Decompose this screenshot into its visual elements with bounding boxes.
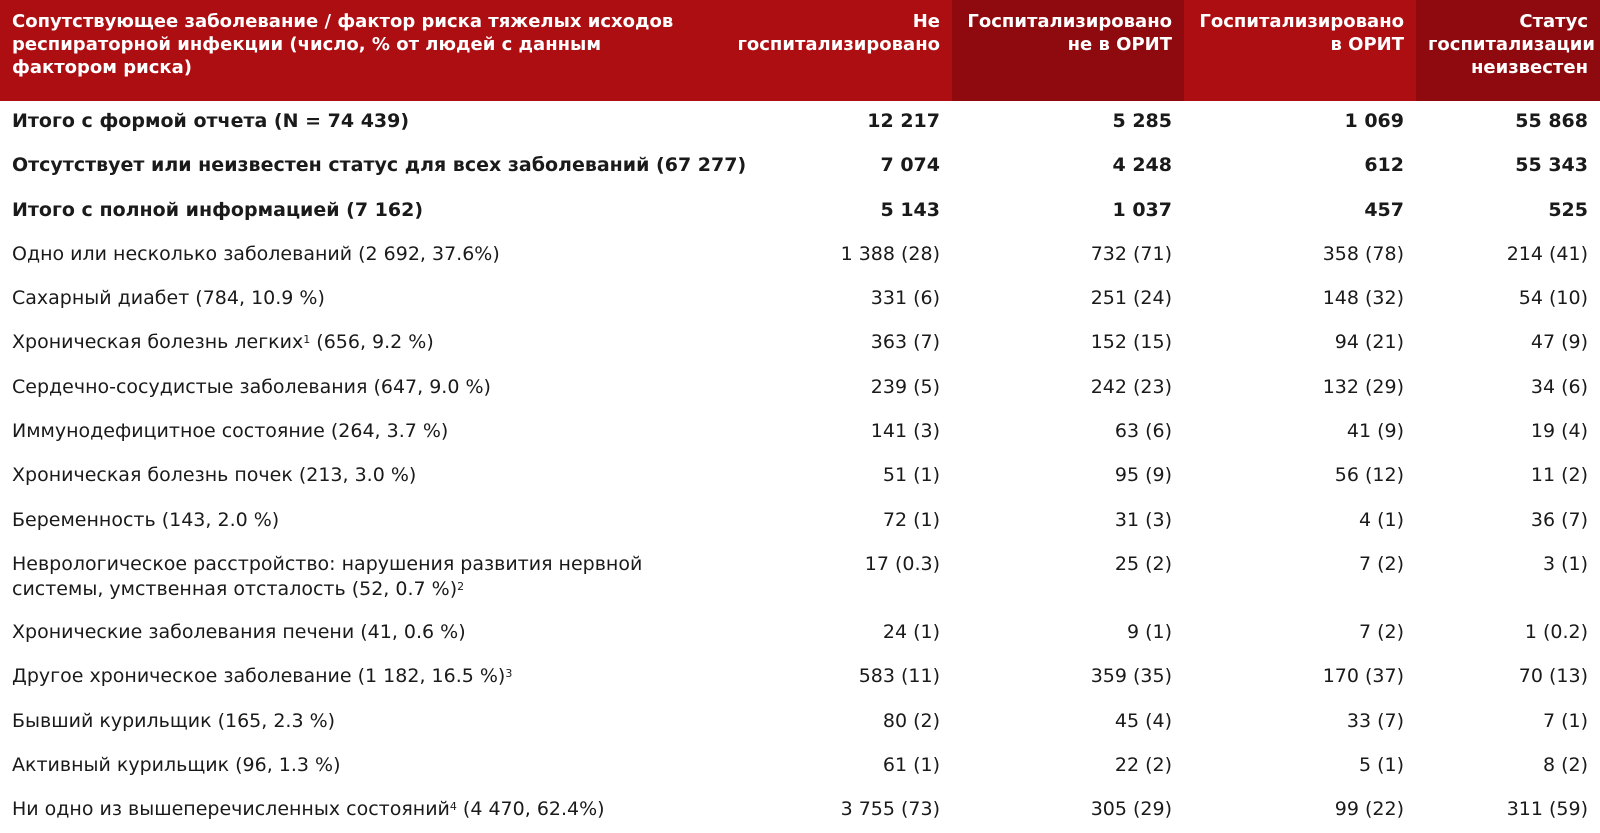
cell-hospitalized-non-icu: 25 (2) (1114, 552, 1172, 575)
header-hospitalized-non-icu: Госпитализировано не в ОРИТ (952, 0, 1184, 101)
cell-not-hospitalized: 51 (1) (882, 464, 940, 487)
cell-not-hospitalized: 363 (7) (870, 331, 940, 354)
cell-hospitalized-non-icu: 732 (71) (1090, 242, 1172, 265)
table-row (0, 455, 1600, 499)
cell-hospitalized-non-icu: 359 (35) (1090, 665, 1172, 688)
cell-status-unknown: 311 (59) (1506, 798, 1588, 821)
cell-hospitalized-icu: 612 (1364, 154, 1404, 177)
header-row (0, 0, 1600, 101)
cell-hospitalized-icu: 5 (1) (1358, 753, 1404, 776)
cell-status-unknown: 34 (6) (1530, 375, 1588, 398)
cell-not-hospitalized: 3 755 (73) (840, 798, 940, 821)
cell-hospitalized-non-icu: 305 (29) (1090, 798, 1172, 821)
cell-hospitalized-non-icu: 242 (23) (1090, 375, 1172, 398)
header-risk-factor: Сопутствующее заболевание / фактор риска тяжелых исходов респираторной инфекции (число, % от людей с данным фактором риска) (0, 0, 698, 101)
cell-not-hospitalized: 331 (6) (870, 287, 940, 310)
table-header (0, 0, 1600, 101)
cell-not-hospitalized: 72 (1) (882, 508, 940, 531)
cell-hospitalized-non-icu: 45 (4) (1114, 709, 1172, 732)
table-row (0, 145, 1600, 189)
cell-not-hospitalized: 5 143 (880, 198, 940, 221)
row-label: Другое хроническое заболевание (1 182, 16.5 %)$^3$ (12, 665, 513, 688)
row-label: Одно или несколько заболеваний (2 692, 37.6%) (12, 242, 500, 265)
table-row (0, 411, 1600, 455)
row-label: Хроническая болезнь легких$^1$ (656, 9.2 %) (12, 331, 434, 354)
cell-hospitalized-icu: 457 (1364, 198, 1404, 221)
cell-hospitalized-icu: 4 (1) (1358, 508, 1404, 531)
cell-not-hospitalized: 583 (11) (858, 665, 940, 688)
row-label: Сахарный диабет (784, 10.9 %) (12, 287, 325, 310)
cell-hospitalized-icu: 56 (12) (1334, 464, 1404, 487)
footnote-marker: 4 (449, 800, 457, 814)
cell-status-unknown: 7 (1) (1542, 709, 1588, 732)
row-label: Итого с формой отчета (N = 74 439) (12, 110, 410, 132)
cell-status-unknown: 55 868 (1515, 110, 1588, 132)
cell-not-hospitalized: 12 217 (867, 110, 940, 132)
table-row (0, 278, 1600, 322)
header-status-unknown: Статус госпитализации неизвестен (1416, 0, 1600, 101)
footnote-marker: 3 (505, 667, 513, 681)
cell-status-unknown: 11 (2) (1530, 464, 1588, 487)
cell-hospitalized-non-icu: 1 037 (1112, 198, 1172, 221)
table-row (0, 190, 1600, 234)
cell-hospitalized-non-icu: 95 (9) (1114, 464, 1172, 487)
cell-not-hospitalized: 1 388 (28) (840, 242, 940, 265)
table-row (0, 701, 1600, 745)
cell-hospitalized-icu: 148 (32) (1322, 287, 1404, 310)
cell-not-hospitalized: 17 (0.3) (864, 552, 940, 575)
cell-hospitalized-icu: 41 (9) (1346, 420, 1404, 443)
row-label: Итого с полной информацией (7 162) (12, 198, 424, 221)
row-label: Беременность (143, 2.0 %) (12, 508, 280, 531)
table-row (0, 234, 1600, 278)
row-label: Иммунодефицитное состояние (264, 3.7 %) (12, 420, 449, 443)
cell-status-unknown: 47 (9) (1530, 331, 1588, 354)
cell-status-unknown: 19 (4) (1530, 420, 1588, 443)
cell-status-unknown: 36 (7) (1530, 508, 1588, 531)
row-label: Бывший курильщик (165, 2.3 %) (12, 709, 336, 732)
cell-hospitalized-non-icu: 251 (24) (1090, 287, 1172, 310)
cell-not-hospitalized: 24 (1) (882, 620, 940, 643)
table-row (0, 500, 1600, 544)
cell-hospitalized-icu: 99 (22) (1334, 798, 1404, 821)
cell-status-unknown: 1 (0.2) (1524, 620, 1588, 643)
cell-hospitalized-icu: 7 (2) (1358, 620, 1404, 643)
table-row (0, 656, 1600, 700)
cell-status-unknown: 3 (1) (1542, 552, 1588, 575)
cell-hospitalized-non-icu: 9 (1) (1126, 620, 1172, 643)
cell-hospitalized-non-icu: 4 248 (1112, 154, 1172, 177)
table-row (0, 612, 1600, 656)
cell-not-hospitalized: 7 074 (880, 154, 940, 177)
cell-status-unknown: 214 (41) (1506, 242, 1588, 265)
cell-not-hospitalized: 141 (3) (870, 420, 940, 443)
header-not-hospitalized: Не госпитализировано (698, 0, 952, 101)
cell-hospitalized-icu: 132 (29) (1322, 375, 1404, 398)
table-body (0, 101, 1600, 833)
cell-status-unknown: 8 (2) (1542, 753, 1588, 776)
cell-hospitalized-icu: 33 (7) (1346, 709, 1404, 732)
row-label: Сердечно-сосудистые заболевания (647, 9.0 %) (12, 375, 491, 398)
cell-hospitalized-non-icu: 22 (2) (1114, 753, 1172, 776)
table-row (0, 367, 1600, 411)
table-row (0, 544, 1600, 612)
table-row (0, 745, 1600, 789)
cell-hospitalized-icu: 170 (37) (1322, 665, 1404, 688)
row-label: Неврологическое расстройство: нарушения развития нервной системы, умственная отсталость (52, 0.7 %)$^2$ (12, 552, 643, 600)
cell-status-unknown: 54 (10) (1518, 287, 1588, 310)
row-label: Ни одно из вышеперечисленных состояний$^4$ (4 470, 62.4%) (12, 798, 605, 821)
table-row (0, 789, 1600, 833)
row-label: Активный курильщик (96, 1.3 %) (12, 753, 341, 776)
cell-hospitalized-icu: 358 (78) (1322, 242, 1404, 265)
cell-hospitalized-non-icu: 152 (15) (1090, 331, 1172, 354)
cell-status-unknown: 55 343 (1515, 154, 1588, 177)
cell-hospitalized-non-icu: 5 285 (1112, 110, 1172, 132)
header-hospitalized-icu: Госпитализировано в ОРИТ (1184, 0, 1416, 101)
cell-not-hospitalized: 239 (5) (870, 375, 940, 398)
cell-not-hospitalized: 61 (1) (882, 753, 940, 776)
cell-status-unknown: 525 (1548, 198, 1588, 221)
cell-hospitalized-icu: 1 069 (1344, 110, 1404, 132)
table-row (0, 101, 1600, 145)
cell-hospitalized-non-icu: 31 (3) (1114, 508, 1172, 531)
cell-not-hospitalized: 80 (2) (882, 709, 940, 732)
cell-hospitalized-icu: 7 (2) (1358, 552, 1404, 575)
row-label: Хронические заболевания печени (41, 0.6 %) (12, 620, 466, 643)
cell-status-unknown: 70 (13) (1518, 665, 1588, 688)
footnote-marker: 2 (457, 579, 465, 593)
table-row (0, 322, 1600, 366)
row-label: Отсутствует или неизвестен статус для всех заболеваний (67 277) (12, 154, 747, 177)
row-label: Хроническая болезнь почек (213, 3.0 %) (12, 464, 417, 487)
footnote-marker: 1 (303, 333, 311, 347)
cell-hospitalized-non-icu: 63 (6) (1114, 420, 1172, 443)
cell-hospitalized-icu: 94 (21) (1334, 331, 1404, 354)
